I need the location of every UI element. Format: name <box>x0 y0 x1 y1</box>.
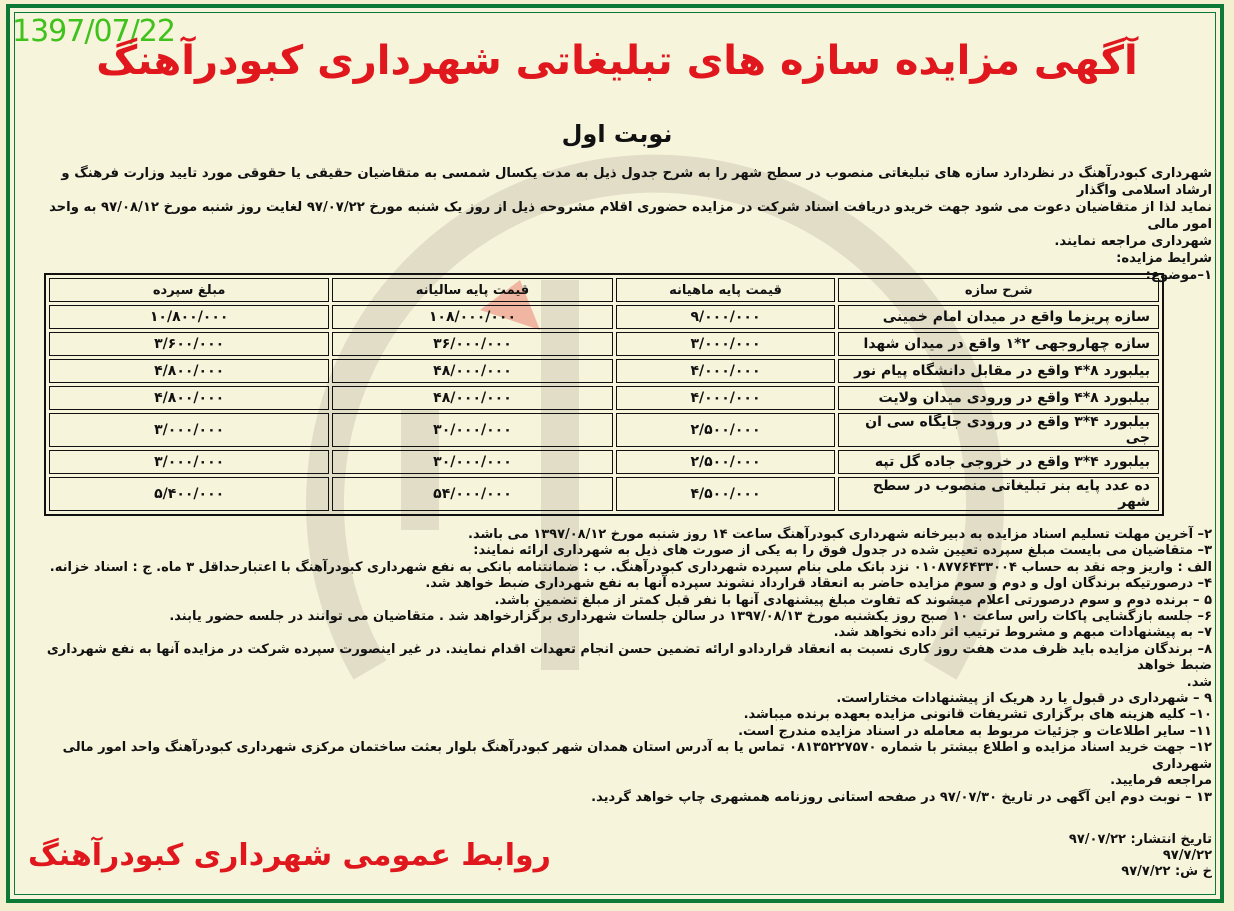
condition-item: ۳– متقاضیان می بایست مبلغ سپرده تعیین شده در جدول فوق را به یکی از صورت های ذیل به شهرداری ارائه نمایند: <box>473 543 1212 559</box>
cell-monthly: ۲/۵۰۰/۰۰۰ <box>616 413 836 447</box>
cell-deposit: ۴/۸۰۰/۰۰۰ <box>49 386 329 410</box>
cell-description: بیلبورد ۸*۴ واقع در ورودی میدان ولایت <box>838 386 1159 410</box>
publication-dates <box>1069 832 1212 880</box>
condition-item: ۷– به پیشنهادات مبهم و مشروط ترتیب اثر داده نخواهد شد. <box>833 625 1212 641</box>
intro-text <box>22 165 1212 284</box>
cell-deposit: ۳/۰۰۰/۰۰۰ <box>49 450 329 474</box>
date-stamp: 1397/07/22 <box>12 14 175 49</box>
cell-yearly: ۱۰۸/۰۰۰/۰۰۰ <box>332 305 612 329</box>
cell-monthly: ۴/۵۰۰/۰۰۰ <box>616 477 836 511</box>
header-monthly: قیمت پایه ماهیانه <box>616 278 836 302</box>
table-row <box>49 332 1159 356</box>
table-header-row <box>49 278 1159 302</box>
notice-round: نوبت اول <box>561 120 673 148</box>
condition-item: ۲– آخرین مهلت تسلیم اسناد مزایده به دبیرخانه شهرداری کبودرآهنگ ساعت ۱۴ روز شنبه مورخ ۱۳۹۷/۰۸/۱۲ می باشد. <box>468 527 1212 542</box>
conditions-list <box>22 527 1212 806</box>
signature-public-relations: روابط عمومی شهرداری کبودرآهنگ <box>28 838 551 873</box>
cell-yearly: ۴۸/۰۰۰/۰۰۰ <box>332 386 612 410</box>
header-deposit: مبلغ سپرده <box>49 278 329 302</box>
table-row <box>49 413 1159 447</box>
publication-date: ۹۷/۷/۲۲ <box>1162 848 1212 863</box>
cell-monthly: ۹/۰۰۰/۰۰۰ <box>616 305 836 329</box>
condition-item: ۱۰– کلیه هزینه های برگزاری تشریفات قانونی مزایده بعهده برنده میباشد. <box>743 707 1212 723</box>
condition-item: ۱۲– جهت خرید اسناد مزایده و اطلاع بیشتر با شماره ۰۸۱۳۵۲۲۷۵۷۰ تماس یا به آدرس استان همدان شهر کبودرآهنگ بلوار بعثت ساختمان مرکزی شهرداری کبودرآهنگ واحد امور مالی شهرداری <box>62 740 1212 772</box>
condition-item: ۱۱– سایر اطلاعات و جزئیات مربوط به معامله در اسناد مزایده مندرج است. <box>738 723 1212 739</box>
condition-item: الف : واریز وجه نقد به حساب ۰۱۰۸۷۷۶۴۳۳۰۰۴ نزد بانک ملی بنام سپرده شهرداری کبودرآهنگ. ب : ضمانتنامه بانکی به نفع شهرداری کبودرآهنگ با اعتبارحداقل ۳ ماه. ج : اسناد خزانه. <box>49 559 1212 575</box>
condition-item: ۹ – شهرداری در قبول یا رد هریک از پیشنهادات مختاراست. <box>836 691 1212 707</box>
items-table <box>44 273 1164 516</box>
cell-deposit: ۱۰/۸۰۰/۰۰۰ <box>49 305 329 329</box>
cell-monthly: ۴/۰۰۰/۰۰۰ <box>616 359 836 383</box>
condition-item: ۴– درصورتیکه برندگان اول و دوم و سوم مزایده حاضر به انعقاد قرارداد نشوند سپرده آنها به نفع شهرداری ضبط خواهد شد. <box>425 576 1212 592</box>
cell-deposit: ۵/۴۰۰/۰۰۰ <box>49 477 329 511</box>
cell-deposit: ۴/۸۰۰/۰۰۰ <box>49 359 329 383</box>
cell-deposit: ۳/۰۰۰/۰۰۰ <box>49 413 329 447</box>
table-row <box>49 386 1159 410</box>
cell-description: بیلبورد ۸*۴ واقع در مقابل دانشگاه پیام نور <box>838 359 1159 383</box>
condition-item: شد. <box>1186 674 1212 690</box>
cell-yearly: ۴۸/۰۰۰/۰۰۰ <box>332 359 612 383</box>
cell-monthly: ۲/۵۰۰/۰۰۰ <box>616 450 836 474</box>
table-row <box>49 305 1159 329</box>
condition-item: مراجعه فرمایید. <box>1110 773 1212 789</box>
cell-monthly: ۴/۰۰۰/۰۰۰ <box>616 386 836 410</box>
cell-yearly: ۵۴/۰۰۰/۰۰۰ <box>332 477 612 511</box>
table-row <box>49 477 1159 511</box>
page-title: آگهی مزایده سازه های تبلیغاتی شهرداری کبودرآهنگ <box>96 38 1138 84</box>
publication-date: تاریخ انتشار: ۹۷/۰۷/۲۲ <box>1068 832 1212 847</box>
cell-description: ده عدد پایه بنر تبلیغاتی منصوب در سطح شهر <box>838 477 1159 511</box>
cell-description: سازه پریزما واقع در میدان امام خمینی <box>838 305 1159 329</box>
cell-monthly: ۳/۰۰۰/۰۰۰ <box>616 332 836 356</box>
cell-yearly: ۳۰/۰۰۰/۰۰۰ <box>332 413 612 447</box>
publication-date: خ ش: ۹۷/۷/۲۲ <box>1121 864 1212 879</box>
cell-deposit: ۳/۶۰۰/۰۰۰ <box>49 332 329 356</box>
conditions-heading: شرایط مزایده: <box>1116 251 1212 266</box>
header-yearly: قیمت پایه سالیانه <box>332 278 612 302</box>
condition-item: ۶– جلسه بازگشایی پاکات راس ساعت ۱۰ صبح روز یکشنبه مورخ ۱۳۹۷/۰۸/۱۳ در سالن جلسات شهرداری برگزارخواهد شد . متقاضیان می توانند در جلسه حضور یابند. <box>169 609 1212 625</box>
cell-description: بیلبورد ۴*۳ واقع در خروجی جاده گل تپه <box>838 450 1159 474</box>
condition-item: ۱۳ – نوبت دوم این آگهی در تاریخ ۹۷/۰۷/۳۰ در صفحه استانی روزنامه همشهری چاپ خواهد گردید. <box>591 789 1212 805</box>
intro-line: شهرداری کبودرآهنگ در نظردارد سازه های تبلیغاتی منصوب در سطح شهر را به شرح جدول ذیل به مدت یکسال شمسی به متقاضیان حقیقی یا حقوقی مورد تایید وزارت فرهنگ و ارشاد اسلامی واگذار <box>61 166 1212 198</box>
cell-yearly: ۳۶/۰۰۰/۰۰۰ <box>332 332 612 356</box>
subject-label: ۱–موضوع: <box>1145 268 1212 283</box>
intro-line: شهرداری مراجعه نمایند. <box>1054 234 1212 249</box>
table-row <box>49 450 1159 474</box>
cell-description: سازه چهاروجهی ۲*۱ واقع در میدان شهدا <box>838 332 1159 356</box>
cell-yearly: ۳۰/۰۰۰/۰۰۰ <box>332 450 612 474</box>
table-row <box>49 359 1159 383</box>
condition-item: ۵ – برنده دوم و سوم درصورتی اعلام میشوند که تفاوت مبلغ پیشنهادی آنها با نفر قبل کمتر از مبلغ تضمین باشد. <box>494 592 1212 608</box>
intro-line: نماید لذا از متقاضیان دعوت می شود جهت خریدو دریافت اسناد شرکت در مزایده حضوری اقلام مشروحه ذیل از روز یک شنبه مورخ ۹۷/۰۷/۲۲ لغایت روز شنبه مورخ ۹۷/۰۸/۱۲ به واحد امور مالی <box>49 200 1212 232</box>
header-description: شرح سازه <box>838 278 1159 302</box>
cell-description: بیلبورد ۴*۳ واقع در ورودی جایگاه سی ان جی <box>838 413 1159 447</box>
condition-item: ۸– برندگان مزایده باید ظرف مدت هفت روز کاری نسبت به انعقاد قراردادو ارائه تضمین حسن انجام تعهدات اقدام نمایند. در غیر اینصورت سپرده شرکت در مزایده آنها به نفع شهرداری ضبط خواهد <box>46 641 1212 674</box>
